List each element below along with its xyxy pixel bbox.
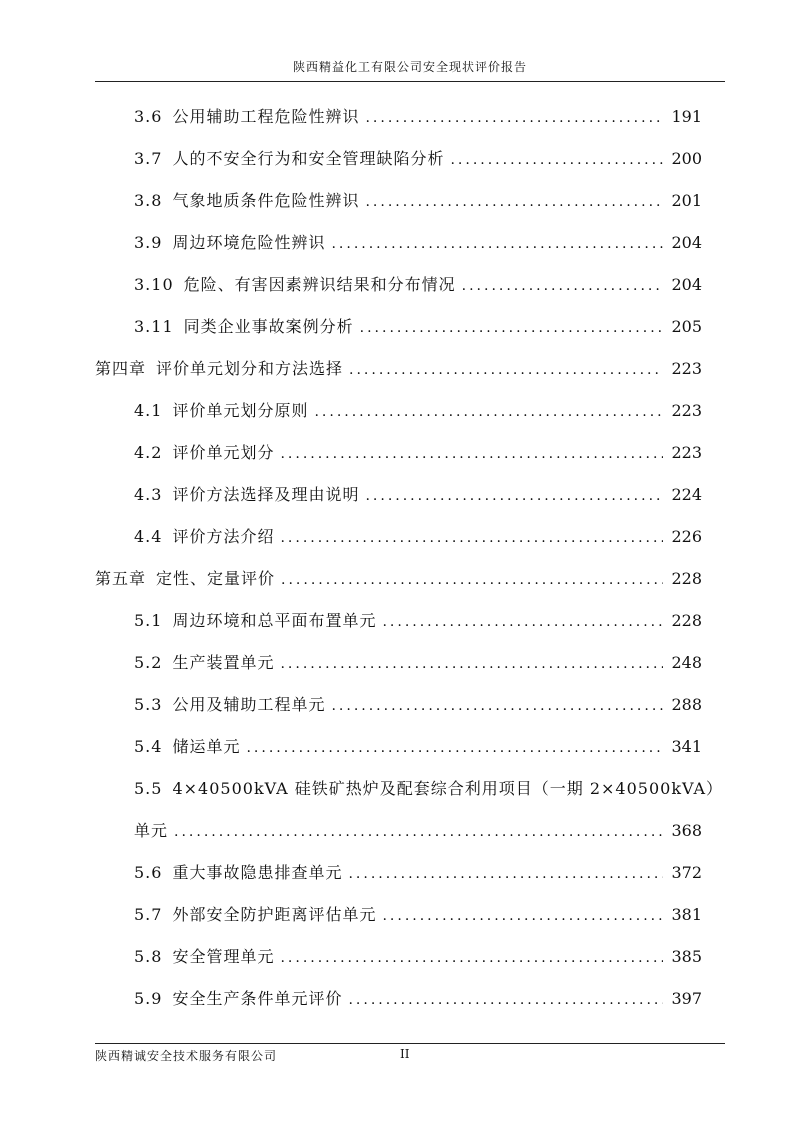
toc-leader-dots [280, 656, 663, 672]
toc-entry-title: 公用辅助工程危险性辨识 [172, 107, 360, 126]
toc-entry-title: 评价单元划分原则 [172, 401, 309, 420]
toc-entry-title: 同类企业事故案例分析 [183, 317, 354, 336]
toc-entry[interactable] [134, 944, 702, 974]
toc-leader-dots [280, 950, 663, 966]
toc-entry-number: 3.9 [134, 233, 163, 252]
toc-entry-page: 205 [671, 317, 702, 336]
toc-entry[interactable] [134, 230, 702, 260]
toc-entry-page: 204 [671, 233, 702, 252]
toc-entry[interactable] [134, 272, 702, 302]
toc-entry-title: 安全生产条件单元评价 [172, 989, 343, 1008]
toc-entry-title: 周边环境危险性辨识 [172, 233, 326, 252]
toc-entry-page: 368 [671, 821, 702, 840]
toc-entry-page: 228 [671, 611, 702, 630]
toc-entry[interactable] [134, 860, 702, 890]
toc-leader-dots [365, 194, 663, 210]
toc-entry-title: 评价单元划分和方法选择 [156, 359, 344, 378]
toc-leader-dots [280, 530, 663, 546]
toc-entry-page: 191 [671, 107, 702, 126]
toc-entry-title: 危险、有害因素辨识结果和分布情况 [183, 275, 456, 294]
toc-entry[interactable] [134, 734, 702, 764]
toc-entry-number: 5.5 [134, 779, 163, 798]
toc-entry-title: 气象地质条件危险性辨识 [172, 191, 360, 210]
toc-entry-title: 重大事故隐患排查单元 [172, 863, 343, 882]
toc-entry-number: 3.6 [134, 107, 163, 126]
toc-leader-dots [348, 866, 663, 882]
toc-entry-number: 5.1 [134, 611, 163, 630]
toc-entry-page: 223 [671, 443, 702, 462]
toc-entry-number: 5.8 [134, 947, 163, 966]
toc-entry[interactable] [134, 776, 734, 806]
toc-entry-page: 223 [671, 401, 702, 420]
toc-entry[interactable] [134, 398, 702, 428]
toc-entry-number: 5.3 [134, 695, 163, 714]
toc-entry-page: 288 [671, 695, 702, 714]
toc-entry-number: 5.2 [134, 653, 163, 672]
toc-entry[interactable] [134, 986, 702, 1016]
toc-chapter-entry[interactable] [95, 566, 702, 596]
toc-entry-page: 204 [671, 275, 702, 294]
footer-company-name: 陕西精诚安全技术服务有限公司 [95, 1049, 278, 1063]
toc-entry-page: 201 [671, 191, 702, 210]
toc-entry-number: 4.2 [134, 443, 163, 462]
toc-entry-title: 储运单元 [172, 737, 241, 756]
toc-entry[interactable] [134, 608, 702, 638]
running-header: 陕西精益化工有限公司安全现状评价报告 [292, 60, 527, 74]
footer-rule [95, 1043, 725, 1044]
toc-entry-title: 生产装置单元 [172, 653, 275, 672]
toc-entry[interactable] [134, 524, 702, 554]
toc-entry-number: 5.7 [134, 905, 163, 924]
toc-entry-number: 3.7 [134, 149, 163, 168]
toc-entry[interactable] [134, 188, 702, 218]
toc-entry[interactable] [134, 146, 702, 176]
toc-entry-title: 公用及辅助工程单元 [172, 695, 326, 714]
toc-leader-dots [348, 992, 663, 1008]
toc-entry-page: 228 [671, 569, 702, 588]
toc-entry[interactable] [134, 440, 702, 470]
toc-leader-dots [365, 110, 663, 126]
toc-entry-number: 3.8 [134, 191, 163, 210]
toc-entry-number: 4.3 [134, 485, 163, 504]
toc-entry-number: 第四章 [95, 359, 147, 378]
toc-entry-number: 5.6 [134, 863, 163, 882]
toc-entry-title: 安全管理单元 [172, 947, 275, 966]
toc-entry[interactable] [134, 104, 702, 134]
toc-entry-number: 3.10 [134, 275, 174, 294]
toc-leader-dots [331, 698, 663, 714]
toc-entry-page: 200 [671, 149, 702, 168]
toc-entry-title: 4×40500kVA 硅铁矿热炉及配套综合利用项目（一期 2×40500kVA） [172, 779, 724, 798]
toc-leader-dots [365, 488, 663, 504]
toc-entry-number: 第五章 [95, 569, 147, 588]
toc-entry-page: 385 [671, 947, 702, 966]
toc-entry-title: 评价方法介绍 [172, 527, 275, 546]
toc-entry[interactable] [134, 902, 702, 932]
toc-entry-page: 372 [671, 863, 702, 882]
toc-leader-dots [382, 908, 663, 924]
toc-entry-title: 定性、定量评价 [156, 569, 276, 588]
toc-entry-title: 人的不安全行为和安全管理缺陷分析 [172, 149, 445, 168]
toc-entry-continuation[interactable] [134, 818, 702, 848]
toc-entry-page: 341 [671, 737, 702, 756]
toc-entry-number: 5.4 [134, 737, 163, 756]
toc-entry-title: 评价方法选择及理由说明 [172, 485, 360, 504]
toc-leader-dots [314, 404, 663, 420]
toc-entry-title: 外部安全防护距离评估单元 [172, 905, 377, 924]
toc-entry-title: 评价单元划分 [172, 443, 275, 462]
toc-entry-page: 397 [671, 989, 702, 1008]
toc-entry[interactable] [134, 314, 702, 344]
toc-entry-page: 224 [671, 485, 702, 504]
toc-leader-dots [246, 740, 663, 756]
toc-entry-number: 3.11 [134, 317, 174, 336]
toc-entry[interactable] [134, 650, 702, 680]
footer-page-number: II [400, 1047, 410, 1061]
header-rule [95, 81, 725, 82]
toc-entry-number: 5.9 [134, 989, 163, 1008]
toc-entry-number: 4.1 [134, 401, 163, 420]
toc-entry-page: 223 [671, 359, 702, 378]
toc-entry-title: 周边环境和总平面布置单元 [172, 611, 377, 630]
toc-entry[interactable] [134, 692, 702, 722]
toc-entry-page: 248 [671, 653, 702, 672]
toc-leader-dots [382, 614, 663, 630]
toc-chapter-entry[interactable] [95, 356, 702, 386]
toc-leader-dots [450, 152, 663, 168]
toc-entry[interactable] [134, 482, 702, 512]
toc-entry-page: 381 [671, 905, 702, 924]
toc-leader-dots [331, 236, 663, 252]
toc-leader-dots [349, 362, 663, 378]
toc-leader-dots [281, 572, 663, 588]
toc-entry-page: 226 [671, 527, 702, 546]
toc-leader-dots [280, 446, 663, 462]
toc-leader-dots [462, 278, 664, 294]
toc-entry-title-continuation: 单元 [134, 821, 169, 840]
toc-leader-dots [360, 320, 664, 336]
toc-leader-dots [174, 824, 663, 840]
toc-entry-number: 4.4 [134, 527, 163, 546]
